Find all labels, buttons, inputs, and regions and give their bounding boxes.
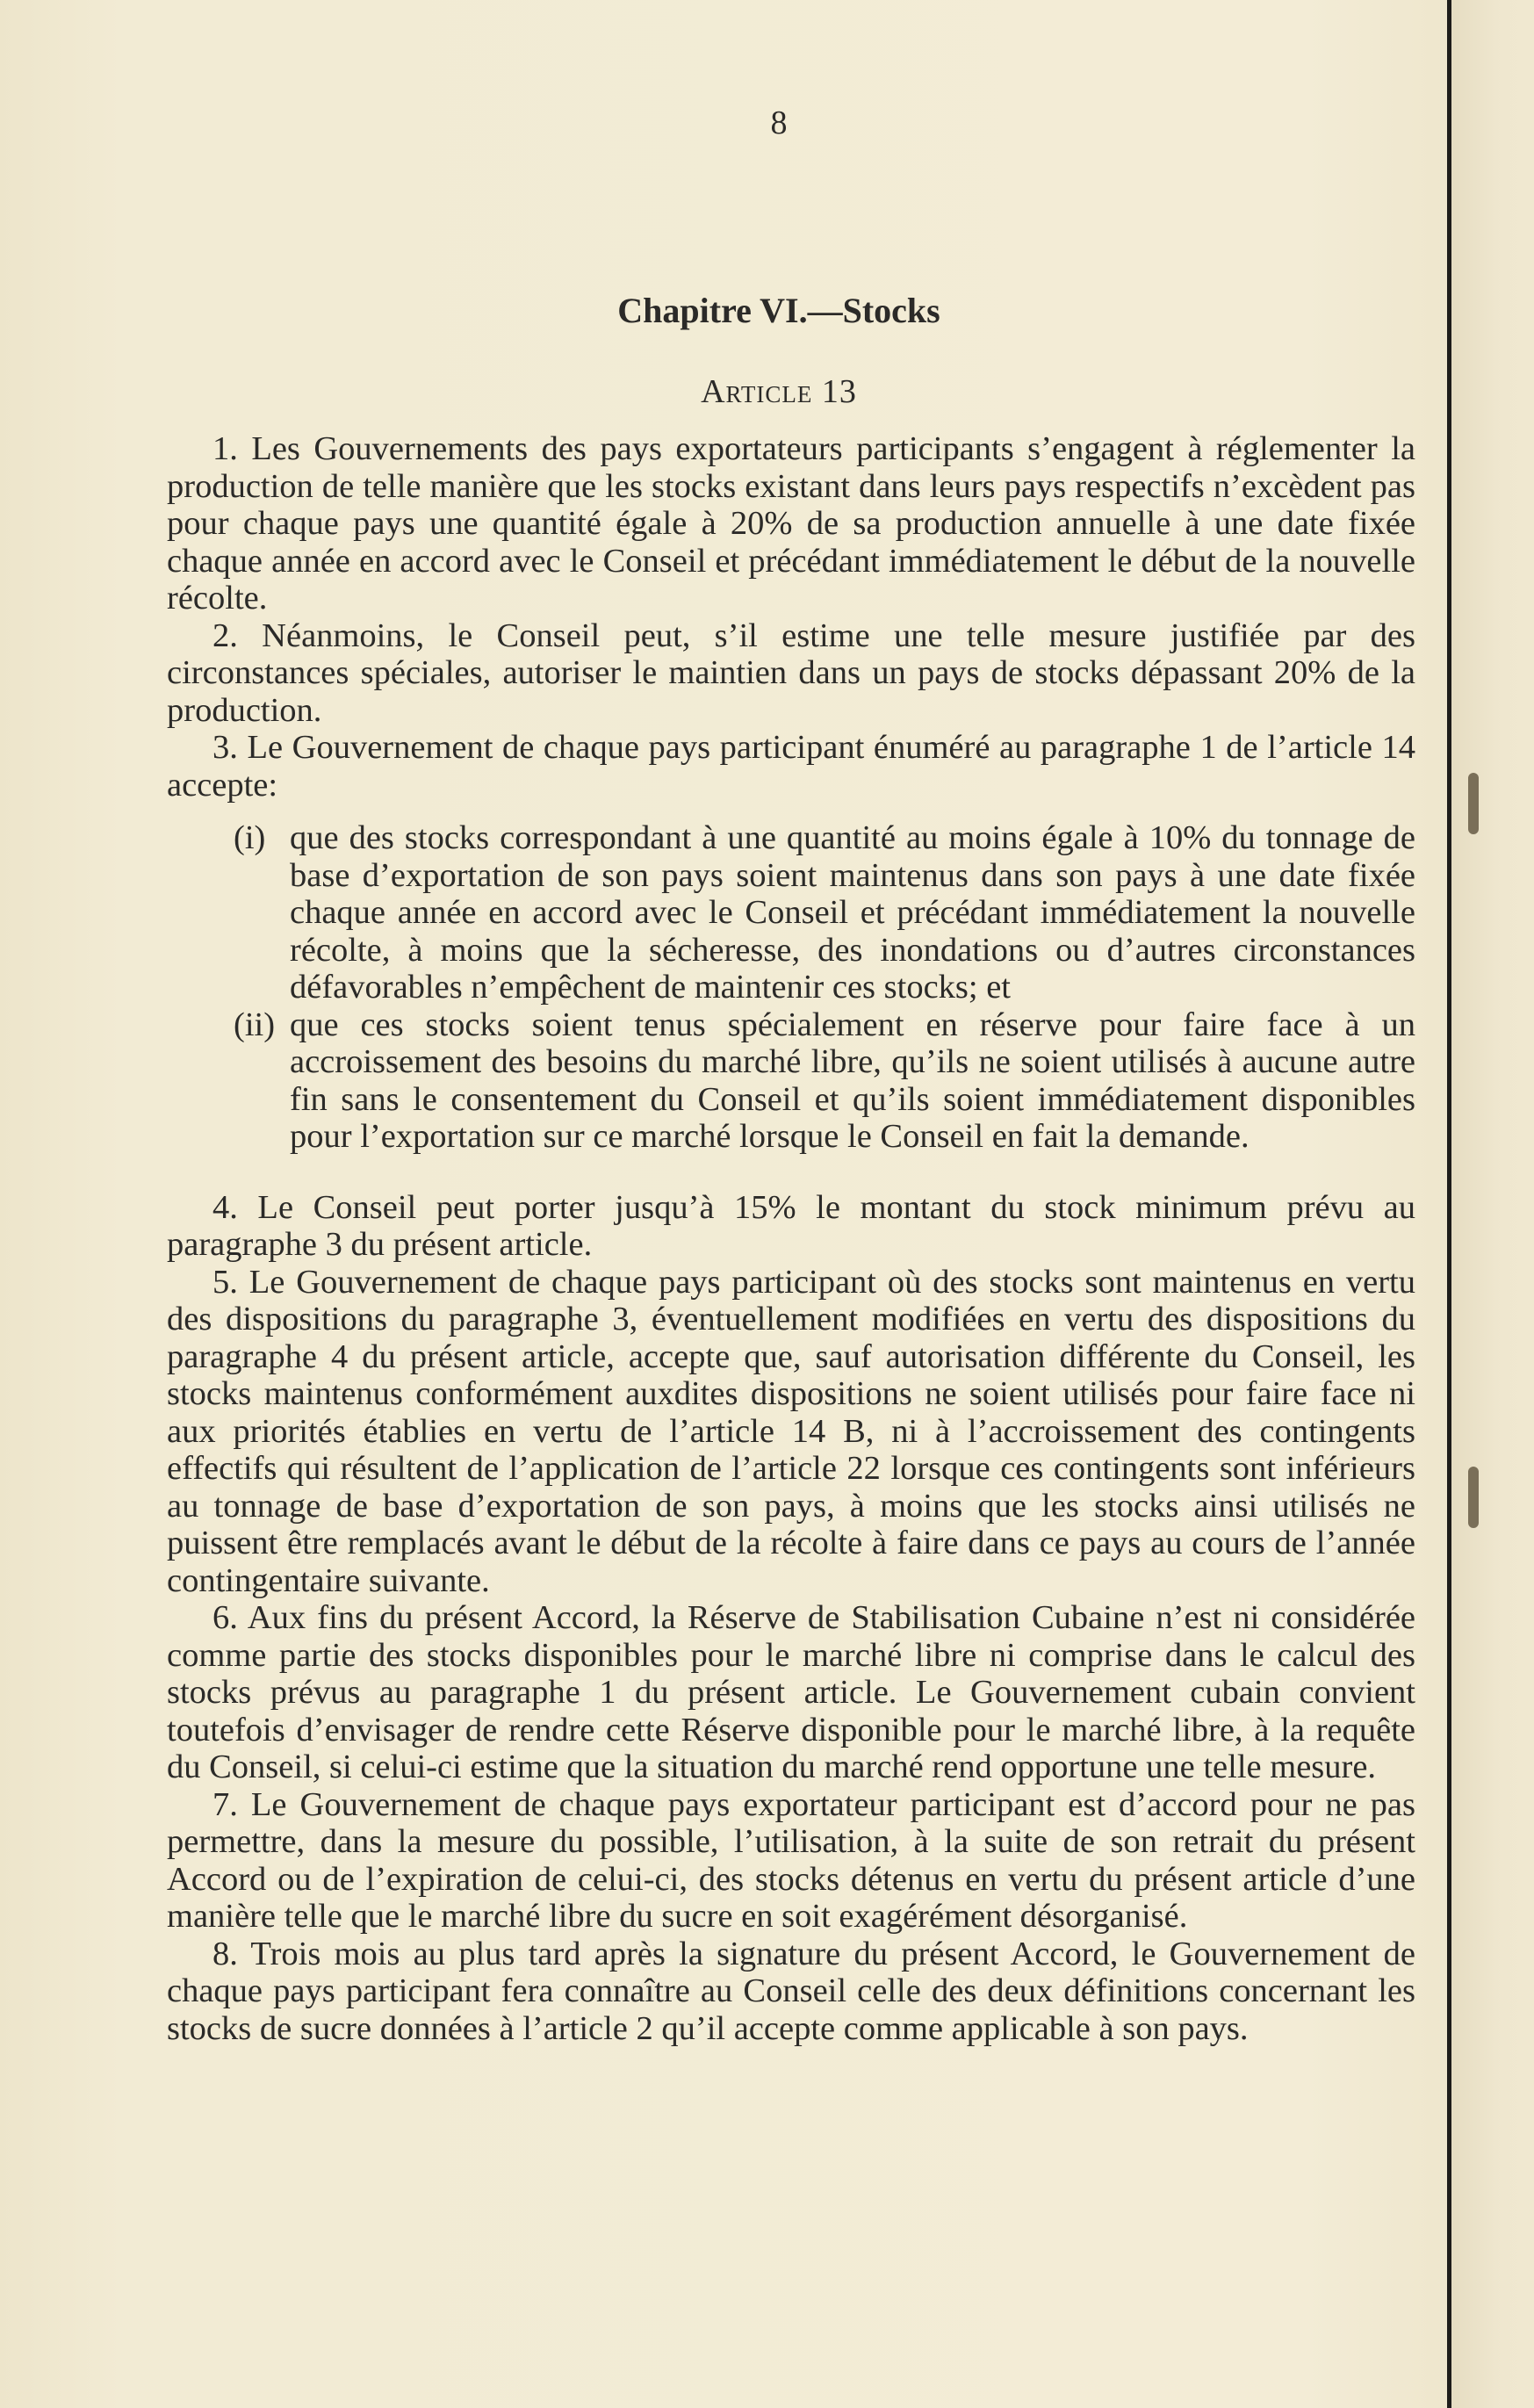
paragraph-4: 4. Le Conseil peut porter jusqu’à 15% le montant du stock minimum prévu au paragraphe 3 du présent article. bbox=[167, 1188, 1415, 1263]
paragraph-5: 5. Le Gouvernement de chaque pays participant où des stocks sont maintenus en vertu des dispositions du paragraphe 3, éventuellement modifiées en vertu des dispositions du paragraphe 4 du présent article, accepte que, sauf autorisation différente du Conseil, les stocks maintenus conformément auxdites dispositions ne soient utilisés pour faire face ni aux priorités établies en vertu de l’article 14 B, ni à l’accroissement des contingents effectifs qui résultent de l’application de l’article 22 lorsque ces contingents sont inférieurs au tonnage de base d’exportation de son pays, à moins que les stocks ainsi utilisés ne puissent être remplacés avant le début de la récolte à faire dans ce pays au cours de l’année contingentaire suivante. bbox=[167, 1263, 1415, 1599]
paragraph-3: 3. Le Gouvernement de chaque pays participant énuméré au paragraphe 1 de l’article 14 accepte: bbox=[167, 729, 1415, 804]
page-number: 8 bbox=[770, 105, 788, 141]
sub-item-list bbox=[167, 819, 1415, 1156]
list-item-text: que ces stocks soient tenus spécialement en réserve pour faire face à un accroissement des besoins du marché libre, qu’ils ne soient utilisés à aucune autre fin sans le consentement du Conseil et qu’ils soient immédiatement disponibles pour l’exportation sur ce marché lorsque le Conseil en fait la demande. bbox=[290, 1006, 1415, 1155]
article-body bbox=[167, 430, 1415, 2047]
chapter-title: Chapitre VI.—Stocks bbox=[617, 291, 940, 330]
list-item bbox=[167, 819, 1415, 1006]
list-item bbox=[167, 1006, 1415, 1156]
paragraph-1: 1. Les Gouvernements des pays exportateurs participants s’engagent à réglementer la production de telle manière que les stocks existant dans leurs pays respectifs n’excèdent pas pour chaque pays une quantité égale à 20% de sa production annuelle à une date fixée chaque année en accord avec le Conseil et précédant immédiatement le début de la nouvelle récolte. bbox=[167, 430, 1415, 616]
paragraph-2: 2. Néanmoins, le Conseil peut, s’il estime une telle mesure justifiée par des circonstances spéciales, autoriser le maintien dans un pays de stocks dépassant 20% de la production. bbox=[167, 616, 1415, 729]
paragraph-6: 6. Aux fins du présent Accord, la Réserve de Stabilisation Cubaine n’est ni considérée comme partie des stocks disponibles pour le marché libre ni comprise dans le calcul des stocks prévus au paragraphe 1 du présent article. Le Gouvernement cubain convient toutefois d’envisager de rendre cette Réserve disponible pour le marché libre, à la requête du Conseil, si celui-ci estime que la situation du marché rend opportune une telle mesure. bbox=[167, 1599, 1415, 1785]
list-item-number: (i) bbox=[234, 819, 266, 856]
binding-thread bbox=[1468, 1467, 1479, 1528]
paragraph-7: 7. Le Gouvernement de chaque pays exportateur participant est d’accord pour ne pas permettre, dans la mesure du possible, l’utilisation, à la suite de son retrait du présent Accord ou de l’expiration de celui-ci, des stocks détenus en vertu du présent article d’une manière telle que le marché libre du sucre en soit exagérément désorganisé. bbox=[167, 1785, 1415, 1935]
binding-thread bbox=[1468, 773, 1479, 834]
binding-shadow bbox=[1451, 0, 1534, 2408]
binding-edge bbox=[1447, 0, 1451, 2408]
list-item-number: (ii) bbox=[234, 1006, 276, 1043]
spacer bbox=[167, 1156, 1415, 1189]
list-item-text: que des stocks correspondant à une quantité au moins égale à 10% du tonnage de base d’exportation de son pays soient maintenus dans son pays à une date fixée chaque année en accord avec le Conseil et précédant immédiatement la nouvelle récolte, à moins que la sécheresse, des inondations ou d’autres circonstances défavorables n’empêchent de maintenir ces stocks; et bbox=[290, 819, 1415, 1006]
paragraph-8: 8. Trois mois au plus tard après la signature du présent Accord, le Gouvernement de chaque pays participant fera connaître au Conseil celle des deux définitions concernant les stocks de sucre données à l’article 2 qu’il accepte comme applicable à son pays. bbox=[167, 1935, 1415, 2047]
article-heading: Article 13 bbox=[701, 373, 857, 410]
